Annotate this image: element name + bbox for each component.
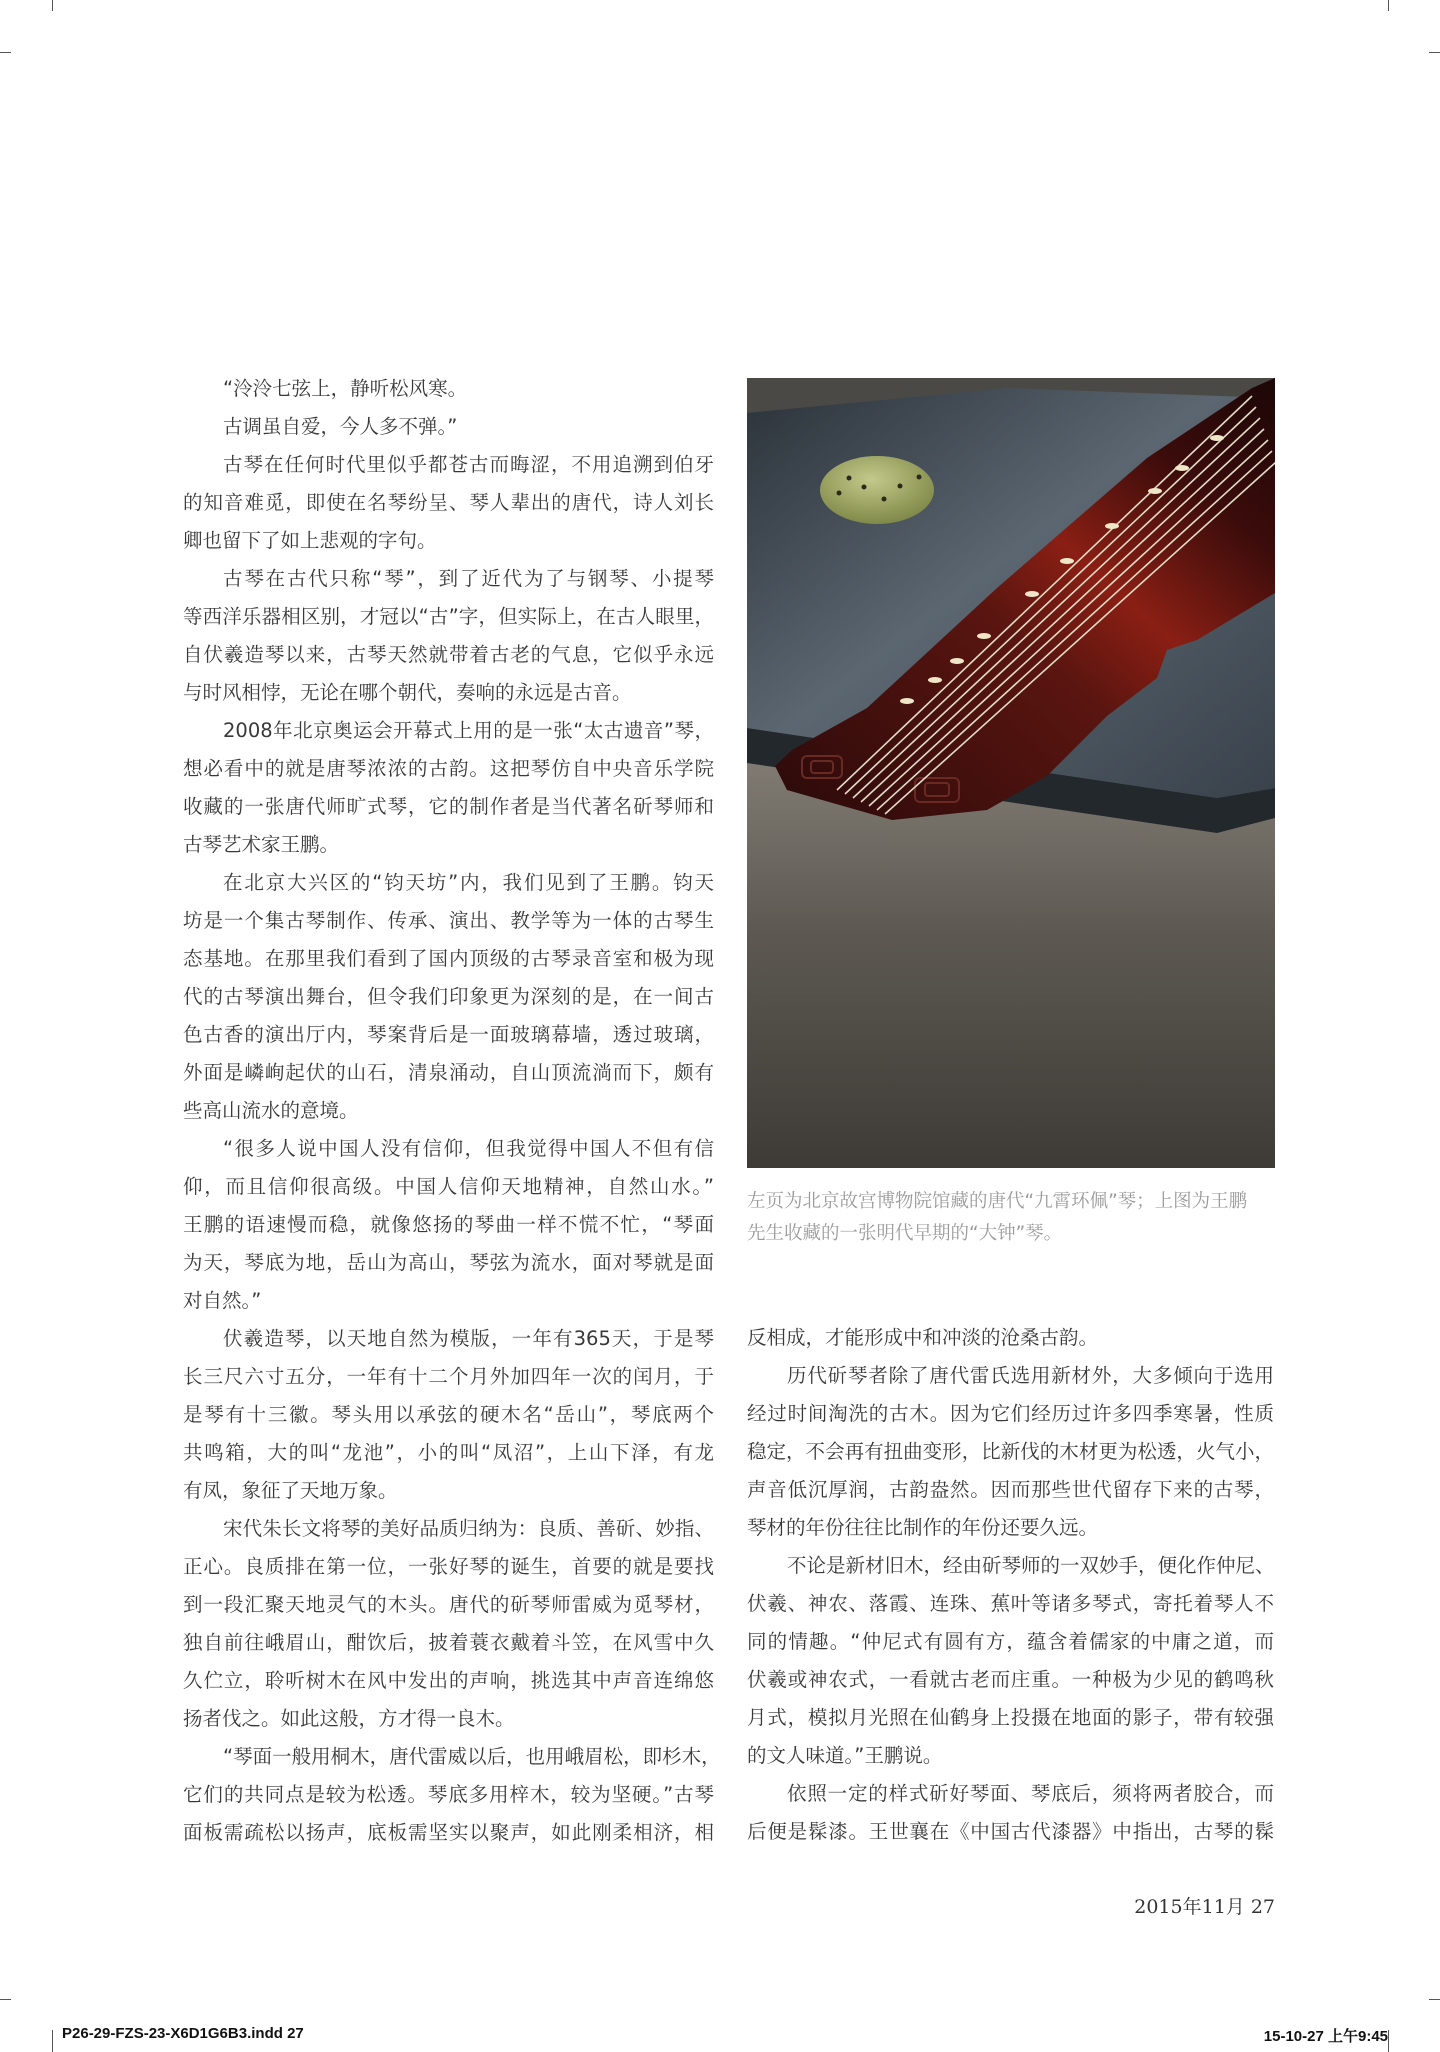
paragraph-line: 古调虽自爱，今人多不弹。”	[223, 415, 458, 438]
hui-marker	[928, 677, 942, 683]
hui-marker	[977, 633, 991, 639]
article-column-left	[183, 370, 721, 1852]
paragraph-line: 与时风相悖，无论在哪个朝代，奏响的永远是古音。	[183, 681, 632, 704]
paragraph-line: 依照一定的样式斫好琴面、琴底后，须将两者胶合，而	[787, 1782, 1274, 1805]
slug-filename: P26-29-FZS-23-X6D1G6B3.indd 27	[62, 2025, 304, 2042]
paragraph-line: 伏羲或神农式，一看就古老而庄重。一种极为少见的鹤鸣秋	[747, 1668, 1274, 1691]
paragraph-line: 共鸣箱，大的叫“龙池”，小的叫“凤沼”，上山下泽，有龙	[183, 1441, 714, 1464]
paragraph-line: 声音低沉厚润，古韵盎然。因而那些世代留存下来的古琴，	[747, 1478, 1274, 1501]
paragraph-line: 王鹏的语速慢而稳，就像悠扬的琴曲一样不慌不忙，“琴面	[183, 1213, 714, 1236]
paragraph-line: 是琴有十三徽。琴头用以承弦的硬木名“岳山”，琴底两个	[183, 1403, 714, 1426]
crop-mark	[1388, 2030, 1389, 2052]
paragraph-line: 正心。良质排在第一位，一张好琴的诞生，首要的就是要找	[183, 1555, 714, 1578]
paragraph-line: 面板需疏松以扬声，底板需坚实以聚声，如此刚柔相济，相	[183, 1821, 714, 1844]
hui-marker	[1060, 558, 1074, 564]
paragraph-line: 坊是一个集古琴制作、传承、演出、教学等为一体的古琴生	[183, 909, 714, 932]
paragraph-line: 后便是髹漆。王世襄在《中国古代漆器》中指出，古琴的髹	[747, 1820, 1274, 1843]
crop-mark	[1429, 52, 1440, 53]
crop-mark	[0, 52, 11, 53]
paragraph-line: 的文人味道。”王鹏说。	[747, 1744, 943, 1767]
page-folio: 2015年11月 27	[1134, 1896, 1275, 1918]
crop-mark	[1388, 0, 1389, 11]
paragraph-line: 色古香的演出厅内，琴案背后是一面玻璃幕墙，透过玻璃，	[183, 1023, 714, 1046]
paragraph-line: 宋代朱长文将琴的美好品质归纳为：良质、善斫、妙指、	[223, 1517, 714, 1540]
paragraph-line: 古琴在任何时代里似乎都苍古而晦涩，不用追溯到伯牙	[223, 453, 714, 476]
paragraph-line: 月式，模拟月光照在仙鹤身上投摄在地面的影子，带有较强	[747, 1706, 1274, 1729]
paragraph-line: 琴材的年份往往比制作的年份还要久远。	[747, 1516, 1099, 1539]
caption-line: 先生收藏的一张明代早期的“大钟”琴。	[747, 1223, 1063, 1244]
hui-marker	[1148, 488, 1162, 494]
paragraph-line: 等西洋乐器相区别，才冠以“古”字，但实际上，在古人眼里，	[183, 605, 714, 628]
paragraph-line: 卿也留下了如上悲观的字句。	[183, 529, 437, 552]
paragraph-line: 久伫立，聆听树木在风中发出的声响，挑选其中声音连绵悠	[183, 1669, 714, 1692]
caption-line: 左页为北京故宫博物院馆藏的唐代“九霄环佩”琴；上图为王鹏	[747, 1191, 1248, 1212]
hui-marker	[1105, 523, 1119, 529]
hui-marker	[950, 658, 964, 664]
paragraph-line: 历代斫琴者除了唐代雷氏选用新材外，大多倾向于选用	[787, 1364, 1274, 1387]
crop-mark	[0, 1999, 11, 2000]
paragraph-line: 长三尺六寸五分，一年有十二个月外加四年一次的闰月，于	[183, 1365, 714, 1388]
paragraph-line: “琴面一般用桐木，唐代雷威以后，也用峨眉松，即杉木，	[223, 1745, 721, 1768]
paragraph-line: 伏羲造琴，以天地自然为模版，一年有365天，于是琴	[223, 1327, 714, 1350]
paragraph-line: 扬者伐之。如此这般，方才得一良木。	[183, 1707, 515, 1730]
paragraph-line: “很多人说中国人没有信仰，但我觉得中国人不但有信	[223, 1137, 714, 1160]
incense-box	[820, 456, 934, 524]
paragraph-line: 古琴艺术家王鹏。	[183, 833, 340, 856]
paragraph-line: 仰，而且信仰很高级。中国人信仰天地精神，自然山水。”	[183, 1175, 714, 1198]
article-column-right	[747, 1319, 1274, 1851]
crop-mark	[52, 0, 53, 11]
guqin-photo	[747, 378, 1275, 1168]
paragraph-line: 收藏的一张唐代师旷式琴，它的制作者是当代著名斫琴师和	[183, 795, 714, 818]
paragraph-line: 的知音难觅，即使在名琴纷呈、琴人辈出的唐代，诗人刘长	[183, 491, 714, 514]
paragraph-line: 为天，琴底为地，岳山为高山，琴弦为流水，面对琴就是面	[183, 1251, 714, 1274]
paragraph-line: 态基地。在那里我们看到了国内顶级的古琴录音室和极为现	[183, 947, 714, 970]
paragraph-line: 稳定，不会再有扭曲变形，比新伐的木材更为松透，火气小，	[747, 1440, 1274, 1463]
crop-mark	[1429, 1999, 1440, 2000]
paragraph-line: 伏羲、神农、落霞、连珠、蕉叶等诸多琴式，寄托着琴人不	[747, 1592, 1274, 1615]
paragraph-line: “泠泠七弦上，静听松风寒。	[223, 377, 468, 400]
photo-caption	[747, 1186, 1274, 1250]
paragraph-line: 古琴在古代只称“琴”，到了近代为了与钢琴、小提琴	[223, 567, 714, 590]
slug-timestamp: 15-10-27 上午9:45	[1263, 2028, 1388, 2045]
hui-marker	[1175, 465, 1189, 471]
paragraph-line: 对自然。”	[183, 1289, 262, 1312]
paragraph-line: 些高山流水的意境。	[183, 1099, 359, 1122]
crop-mark	[52, 2030, 53, 2052]
paragraph-line: 在北京大兴区的“钧天坊”内，我们见到了王鹏。钧天	[223, 871, 714, 894]
paragraph-line: 到一段汇聚天地灵气的木头。唐代的斫琴师雷威为觅琴材，	[183, 1593, 714, 1616]
paragraph-line: 反相成，才能形成中和冲淡的沧桑古韵。	[747, 1326, 1099, 1349]
paragraph-line: 自伏羲造琴以来，古琴天然就带着古老的气息，它似乎永远	[183, 643, 714, 666]
paragraph-line: 不论是新材旧木，经由斫琴师的一双妙手，便化作仲尼、	[787, 1554, 1275, 1577]
paragraph-line: 代的古琴演出舞台，但令我们印象更为深刻的是，在一间古	[183, 985, 714, 1008]
paragraph-line: 经过时间淘洗的古木。因为它们经历过许多四季寒暑，性质	[747, 1402, 1274, 1425]
paragraph-line: 同的情趣。“仲尼式有圆有方，蕴含着儒家的中庸之道，而	[747, 1630, 1274, 1653]
paragraph-line: 想必看中的就是唐琴浓浓的古韵。这把琴仿自中央音乐学院	[183, 757, 714, 780]
hui-marker	[900, 698, 914, 704]
paragraph-line: 独自前往峨眉山，酣饮后，披着蓑衣戴着斗笠，在风雪中久	[183, 1631, 714, 1654]
hui-marker	[1025, 591, 1039, 597]
paragraph-line: 2008年北京奥运会开幕式上用的是一张“太古遗音”琴，	[223, 719, 714, 742]
paragraph-line: 它们的共同点是较为松透。琴底多用梓木，较为坚硬。”古琴	[183, 1783, 714, 1806]
paragraph-line: 有凤，象征了天地万象。	[183, 1479, 398, 1502]
paragraph-line: 外面是嶙峋起伏的山石，清泉涌动，自山顶流淌而下，颇有	[183, 1061, 714, 1084]
hui-marker	[1210, 435, 1224, 441]
